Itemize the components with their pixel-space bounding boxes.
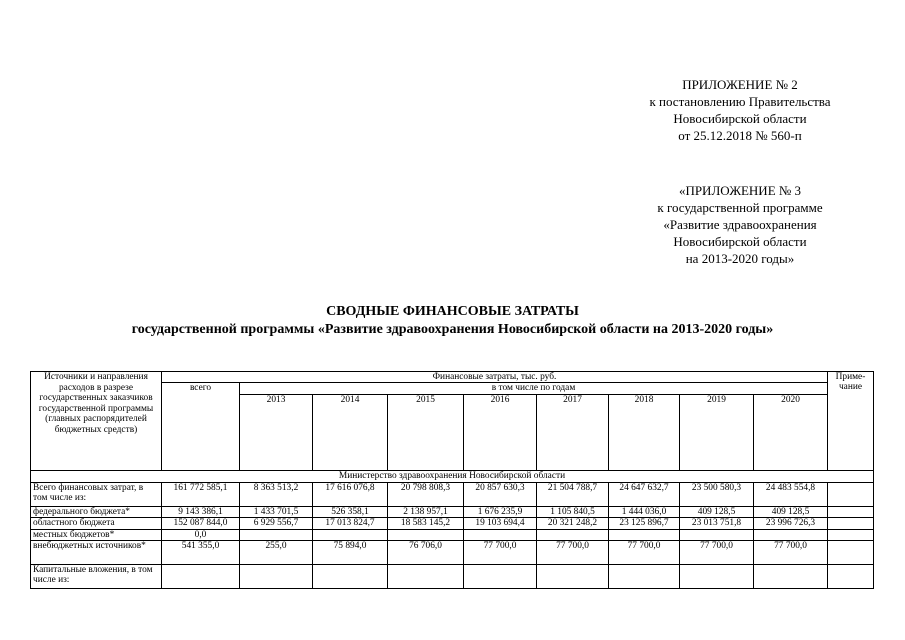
year-header-cell: 2016 <box>464 394 537 470</box>
row-label-cell: областного бюджета <box>31 517 162 529</box>
row-total-cell: 152 087 844,0 <box>162 517 240 529</box>
row-value-cell: 6 929 556,7 <box>240 517 313 529</box>
row-value-cell: 17 013 824,7 <box>313 517 388 529</box>
row-value-cell: 1 676 235,9 <box>464 506 537 517</box>
appendix-line: «ПРИЛОЖЕНИЕ № 3 <box>678 183 802 198</box>
row-value-cell <box>464 529 537 540</box>
year-header-cell: 2013 <box>240 394 313 470</box>
row-total-cell: 0,0 <box>162 529 240 540</box>
row-value-cell: 1 433 701,5 <box>240 506 313 517</box>
table-row <box>31 565 874 589</box>
row-value-cell: 18 583 145,2 <box>388 517 464 529</box>
section-row: Министерство здравоохранения Новосибирской области <box>31 470 874 482</box>
row-label-cell: внебюджетных источников* <box>31 541 162 565</box>
year-header-cell: 2017 <box>537 394 609 470</box>
appendix-line: от 25.12.2018 № 560-п <box>678 128 802 143</box>
row-value-cell: 409 128,5 <box>754 506 828 517</box>
row-total-cell: 541 355,0 <box>162 541 240 565</box>
row-value-cell <box>313 529 388 540</box>
fin-header-cell: Финансовые затраты, тыс. руб. <box>162 372 828 383</box>
row-value-cell: 24 483 554,8 <box>754 482 828 506</box>
appendix-header-1 <box>590 76 890 144</box>
row-note-cell <box>828 529 874 540</box>
appendix-line: Новосибирской области <box>673 111 807 126</box>
row-value-cell <box>680 565 754 589</box>
document-subtitle: государственной программы «Развитие здравоохранения Новосибирской области на 2013-2020 годы» <box>131 322 774 337</box>
row-note-cell <box>828 541 874 565</box>
table-row <box>31 506 874 517</box>
row-value-cell <box>680 529 754 540</box>
row-value-cell <box>754 529 828 540</box>
row-value-cell <box>240 565 313 589</box>
row-value-cell <box>537 529 609 540</box>
appendix-line: к постановлению Правительства <box>649 94 831 109</box>
row-note-cell <box>828 482 874 506</box>
year-header-cell: 2014 <box>313 394 388 470</box>
appendix-header-2 <box>590 182 890 267</box>
table-row <box>31 541 874 565</box>
row-value-cell: 20 798 808,3 <box>388 482 464 506</box>
document-title: СВОДНЫЕ ФИНАНСОВЫЕ ЗАТРАТЫ <box>326 304 579 319</box>
row-value-cell: 77 700,0 <box>537 541 609 565</box>
row-value-cell <box>464 565 537 589</box>
years-header-cell: в том числе по годам <box>240 383 828 394</box>
row-value-cell: 23 996 726,3 <box>754 517 828 529</box>
row-value-cell: 19 103 694,4 <box>464 517 537 529</box>
row-value-cell: 77 700,0 <box>609 541 680 565</box>
row-value-cell: 17 616 076,8 <box>313 482 388 506</box>
row-value-cell: 2 138 957,1 <box>388 506 464 517</box>
row-label-cell: Капитальные вложения, в том числе из: <box>31 565 162 589</box>
appendix-line: ПРИЛОЖЕНИЕ № 2 <box>682 77 798 92</box>
appendix-line: к государственной программе <box>657 200 823 215</box>
row-label-cell: Всего финансовых затрат, в том числе из: <box>31 482 162 506</box>
row-value-cell: 23 013 751,8 <box>680 517 754 529</box>
source-header-cell: Источники и направления расходов в разрезе государственных заказчиков государственной программы (главных распорядителей бюджетных средств) <box>31 372 162 471</box>
row-note-cell <box>828 506 874 517</box>
row-value-cell <box>240 529 313 540</box>
row-value-cell: 77 700,0 <box>680 541 754 565</box>
row-value-cell <box>609 565 680 589</box>
year-header-cell: 2018 <box>609 394 680 470</box>
row-note-cell <box>828 517 874 529</box>
table-row <box>31 529 874 540</box>
year-header-cell: 2020 <box>754 394 828 470</box>
row-total-cell: 161 772 585,1 <box>162 482 240 506</box>
row-value-cell <box>609 529 680 540</box>
row-value-cell <box>754 565 828 589</box>
row-total-cell <box>162 565 240 589</box>
row-value-cell: 20 321 248,2 <box>537 517 609 529</box>
row-value-cell: 77 700,0 <box>754 541 828 565</box>
row-value-cell <box>313 565 388 589</box>
table-row <box>31 482 874 506</box>
row-value-cell: 1 444 036,0 <box>609 506 680 517</box>
appendix-line: «Развитие здравоохранения <box>663 217 817 232</box>
table-row <box>31 517 874 529</box>
row-value-cell: 23 500 580,3 <box>680 482 754 506</box>
row-value-cell: 21 504 788,7 <box>537 482 609 506</box>
row-label-cell: федерального бюджета* <box>31 506 162 517</box>
row-value-cell: 526 358,1 <box>313 506 388 517</box>
row-value-cell: 77 700,0 <box>464 541 537 565</box>
note-header-cell: Приме-чание <box>828 372 874 471</box>
row-value-cell: 75 894,0 <box>313 541 388 565</box>
financial-table <box>30 371 874 589</box>
row-note-cell <box>828 565 874 589</box>
row-value-cell <box>388 529 464 540</box>
row-value-cell: 8 363 513,2 <box>240 482 313 506</box>
row-value-cell <box>388 565 464 589</box>
appendix-line: Новосибирской области <box>673 234 807 249</box>
row-value-cell: 409 128,5 <box>680 506 754 517</box>
row-value-cell: 24 647 632,7 <box>609 482 680 506</box>
row-total-cell: 9 143 386,1 <box>162 506 240 517</box>
row-value-cell <box>537 565 609 589</box>
row-value-cell: 76 706,0 <box>388 541 464 565</box>
row-value-cell: 255,0 <box>240 541 313 565</box>
row-value-cell: 1 105 840,5 <box>537 506 609 517</box>
row-label-cell: местных бюджетов* <box>31 529 162 540</box>
year-header-cell: 2015 <box>388 394 464 470</box>
year-header-cell: 2019 <box>680 394 754 470</box>
total-header-cell: всего <box>162 383 240 470</box>
row-value-cell: 23 125 896,7 <box>609 517 680 529</box>
row-value-cell: 20 857 630,3 <box>464 482 537 506</box>
appendix-line: на 2013-2020 годы» <box>685 251 795 266</box>
